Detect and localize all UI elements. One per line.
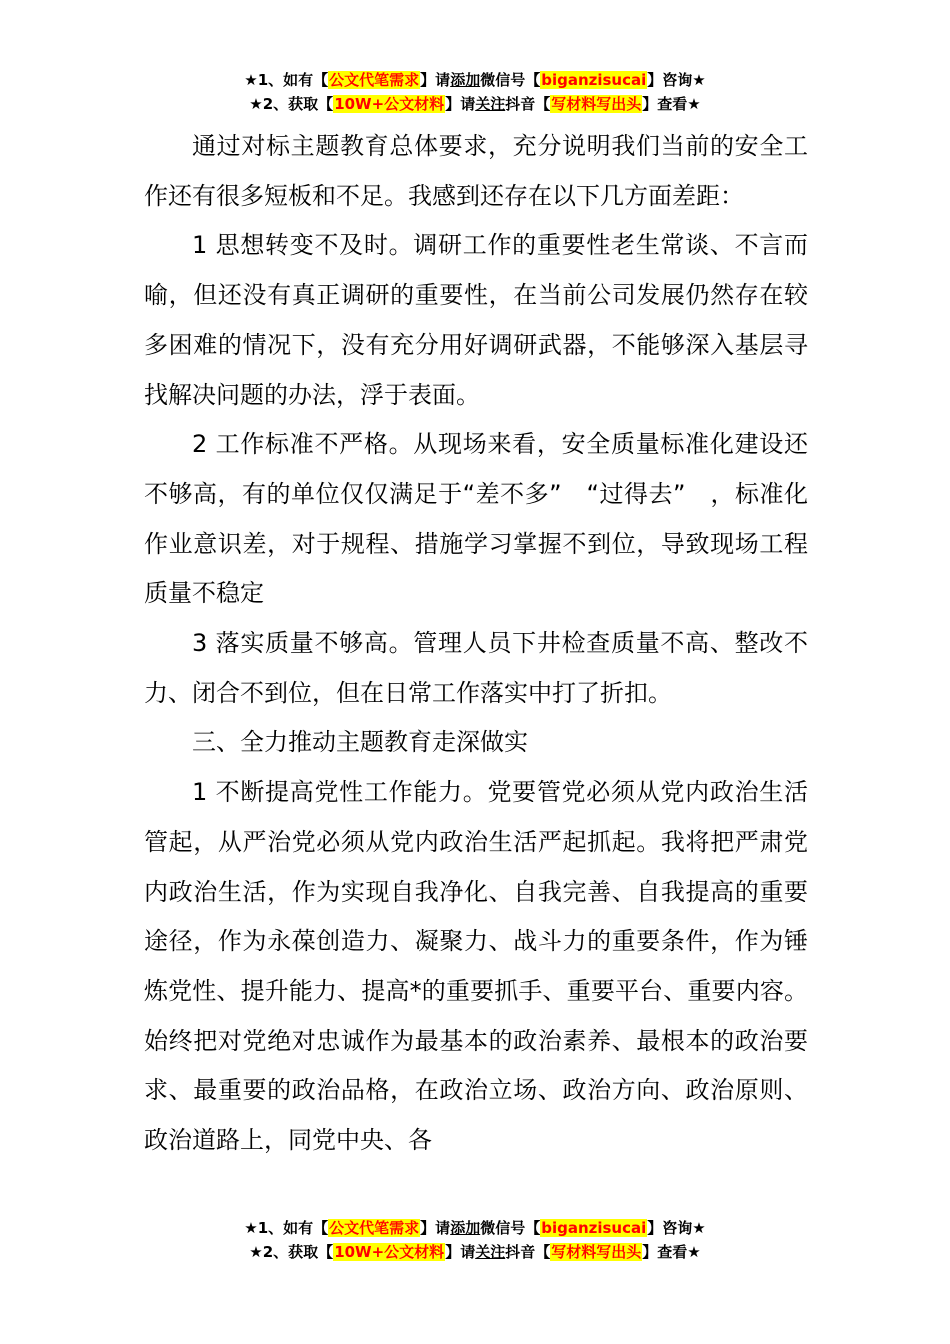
banner-line-1 (0, 68, 950, 92)
banner-highlight: 写材料写出头 (551, 1243, 642, 1261)
banner-text: 微信号【 (480, 1219, 541, 1237)
paragraph: 3 落实质量不够高。管理人员下井检查质量不高、整改不力、闭合不到位，但在日常工作落实中打了折扣。 (144, 629, 808, 707)
banner-text: ★1、如有【 (244, 1219, 329, 1237)
banner-text: ★2、获取【 (249, 1243, 334, 1261)
paragraph: 2 工作标准不严格。从现场来看，安全质量标准化建设还不够高，有的单位仅仅满足于“差不多” “过得去” ，标准化作业意识差，对于规程、措施学习掌握不到位，导致现场工程质量不稳定 (144, 430, 808, 608)
banner-text: 】请 (445, 95, 476, 113)
banner-text: 抖音【 (505, 1243, 551, 1261)
banner-text: 】请 (445, 1243, 476, 1261)
banner-underline: 关注 (475, 1243, 506, 1261)
banner-line-1 (0, 1216, 950, 1240)
banner-text: 抖音【 (505, 95, 551, 113)
banner-text: 】查看★ (642, 1243, 701, 1261)
document-body (144, 122, 808, 1166)
banner-highlight: 10W+公文材料 (334, 1243, 445, 1261)
paragraph: 1 不断提高党性工作能力。党要管党必须从党内政治生活管起，从严治党必须从党内政治生活严起抓起。我将把严肃党内政治生活，作为实现自我净化、自我完善、自我提高的重要途径，作为永葆创造力、凝聚力、战斗力的重要条件，作为锤炼党性、提升能力、提高*的重要抓手、重要平台、重要内容。始终把对党绝对忠诚作为最基本的政治素养、最根本的政治要求、最重要的政治品格，在政治立场、政治方向、政治原则、政治道路上，同党中央、各 (144, 778, 808, 1155)
banner-line-2 (0, 1240, 950, 1264)
banner-text: 】咨询★ (647, 71, 706, 89)
banner-text: ★2、获取【 (249, 95, 334, 113)
header-banner (0, 68, 950, 116)
banner-highlight: 写材料写出头 (551, 95, 642, 113)
banner-highlight: biganzisucai (541, 1219, 647, 1237)
banner-text: ★1、如有【 (244, 71, 329, 89)
banner-highlight: 公文代笔需求 (329, 71, 420, 89)
banner-highlight: 10W+公文材料 (334, 95, 445, 113)
banner-text: 】查看★ (642, 95, 701, 113)
banner-underline: 添加 (450, 1219, 481, 1237)
banner-text: 】请 (420, 1219, 451, 1237)
footer-banner (0, 1216, 950, 1264)
section-heading: 三、全力推动主题教育走深做实 (192, 728, 528, 757)
paragraph: 1 思想转变不及时。调研工作的重要性老生常谈、不言而喻，但还没有真正调研的重要性，在当前公司发展仍然存在较多困难的情况下，没有充分用好调研武器，不能够深入基层寻找解决问题的办法，浮于表面。 (144, 231, 808, 409)
banner-text: 】请 (420, 71, 451, 89)
banner-text: 微信号【 (480, 71, 541, 89)
paragraph: 通过对标主题教育总体要求，充分说明我们当前的安全工作还有很多短板和不足。我感到还存在以下几方面差距： (144, 132, 808, 210)
banner-text: 】咨询★ (647, 1219, 706, 1237)
banner-line-2 (0, 92, 950, 116)
banner-underline: 添加 (450, 71, 481, 89)
banner-highlight: 公文代笔需求 (329, 1219, 420, 1237)
banner-underline: 关注 (475, 95, 506, 113)
banner-highlight: biganzisucai (541, 71, 647, 89)
